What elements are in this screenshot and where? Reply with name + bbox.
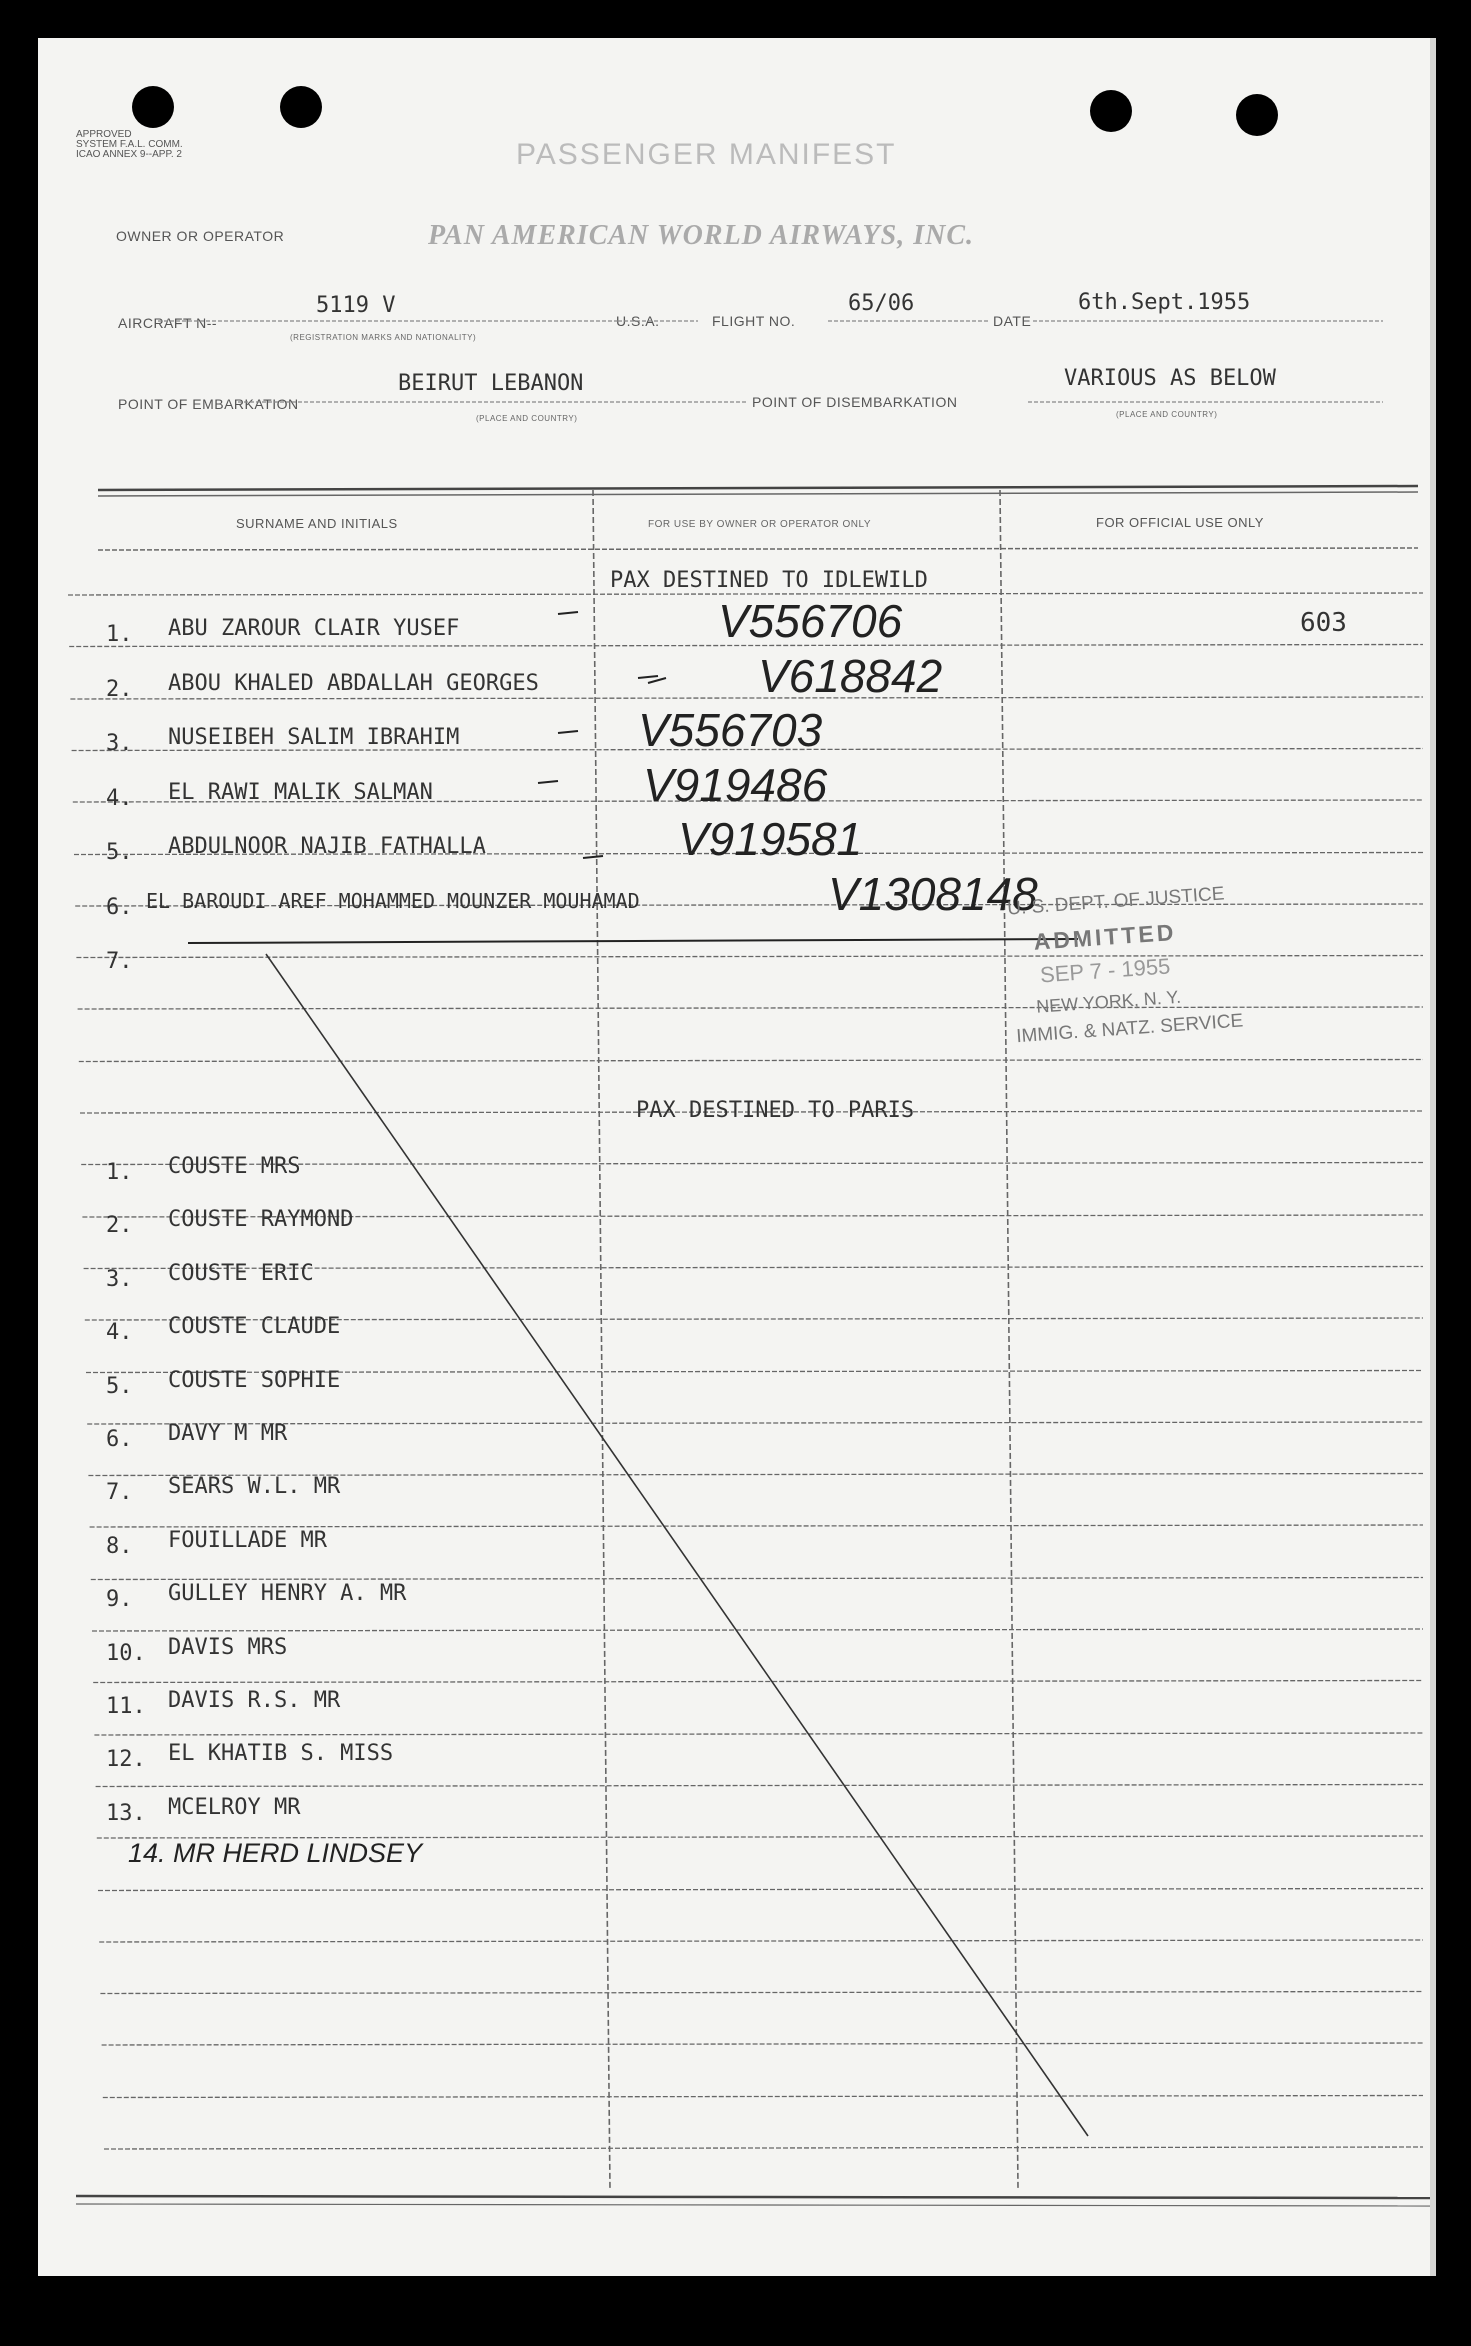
ruled-line [76,2204,1430,2206]
paris-passenger-number: 5. [106,1373,133,1399]
ruled-line [538,781,558,783]
paris-passenger-name: DAVIS R.S. MR [168,1688,341,1713]
paris-passenger-number: 8. [106,1533,133,1559]
ruled-line [558,731,578,733]
ruled-line [266,954,1088,2136]
paris-passenger-name: GULLEY HENRY A. MR [168,1581,407,1607]
ruled-line [638,676,658,678]
paris-passenger-name: FOUILLADE MR [168,1527,327,1553]
paris-passenger-name: COUSTE CLAUDE [168,1314,341,1340]
ruled-line [558,612,578,614]
paris-passenger-number: 10. [106,1640,146,1666]
passenger-number: 6. [106,894,133,920]
passenger-number: 4. [106,785,133,811]
flight-label: FLIGHT NO. [712,313,796,329]
column-header-official: FOR OFFICIAL USE ONLY [1096,515,1264,530]
flight-number: 65/06 [848,291,915,316]
passenger-name: NUSEIBEH SALIM IBRAHIM [168,725,460,750]
passenger-name: ABOU KHALED ABDALLAH GEORGES [168,670,539,696]
paris-passenger-name: COUSTE RAYMOND [168,1207,354,1233]
ruled-line [98,486,1418,490]
passenger-number: 7. [106,949,133,974]
visa-number: V556706 [718,595,903,647]
passenger-number: 1. [106,622,133,647]
visa-number: V618842 [758,649,943,702]
ruled-line [92,1629,1423,1631]
visa-number: V556703 [638,704,823,756]
ruled-line [583,856,603,858]
date-label: DATE [993,313,1032,329]
operator-name: PAN AMERICAN WORLD AIRWAYS, INC. [428,220,975,251]
ruled-line [96,1785,1423,1787]
paris-passenger-number: 2. [106,1213,133,1239]
nationality: U.S.A. [616,313,660,329]
stamp-line: U. S. DEPT. OF JUSTICE [1006,883,1226,920]
paris-passenger-name: DAVY M MR [168,1421,288,1446]
section-header-idlewild: PAX DESTINED TO IDLEWILD [610,568,928,593]
passenger-name: ABU ZAROUR CLAIR YUSEF [168,616,460,641]
embarkation-label: POINT OF EMBARKATION [118,396,299,412]
handwritten-passenger: 14. MR HERD LINDSEY [128,1838,423,1868]
ruled-line [98,548,1418,550]
ruled-line [100,1992,1423,1994]
passenger-name: EL RAWI MALIK SALMAN [168,779,433,805]
ruled-line [593,490,610,2190]
paris-passenger-number: 13. [106,1800,146,1826]
stamp-line: NEW YORK, N. Y. [1035,986,1182,1017]
ruled-line [648,678,666,683]
ruled-line [188,939,1078,943]
visa-number: V1308148 [828,867,1038,920]
column-header-owner: FOR USE BY OWNER OR OPERATOR ONLY [648,519,872,530]
approval-line: SYSTEM F.A.L. COMM. [76,139,183,150]
paris-passenger-number: 3. [106,1266,133,1292]
registration-note: (REGISTRATION MARKS AND NATIONALITY) [290,333,477,342]
passenger-number: 5. [106,840,133,865]
ruled-line [99,1940,1423,1942]
owner-label: OWNER OR OPERATOR [116,228,285,244]
passenger-number: 3. [106,731,133,756]
ruled-line [98,492,1418,496]
paris-passenger-number: 7. [106,1480,133,1506]
paris-passenger-number: 12. [106,1747,146,1773]
paris-passenger-number: 9. [106,1587,133,1613]
ruled-line [90,1525,1423,1527]
paris-passenger-name: COUSTE ERIC [168,1260,314,1286]
ruled-line [98,1889,1423,1891]
stamp-line: SEP 7 - 1955 [1039,953,1172,988]
passenger-name: EL BAROUDI AREF MOHAMMED MOUNZER MOUHAMAD [146,888,640,913]
paris-passenger-number: 4. [106,1320,133,1346]
ruled-line [1000,490,1018,2188]
ruled-line [70,697,1423,699]
stamp-line: ADMITTED [1032,918,1178,955]
ruled-line [76,2196,1430,2198]
place-note: (PLACE AND COUNTRY) [1116,410,1218,419]
paris-passenger-number: 11. [106,1694,146,1719]
flight-date: 6th.Sept.1955 [1078,290,1251,315]
place-note: (PLACE AND COUNTRY) [476,414,578,423]
ruled-line [104,2147,1423,2149]
disembarkation-value: VARIOUS AS BELOW [1064,366,1276,391]
visa-number: V919581 [678,813,863,865]
embarkation-value: BEIRUT LEBANON [398,371,584,396]
ruled-line [91,1578,1423,1580]
visa-number: V919486 [643,758,828,811]
form-title: PASSENGER MANIFEST [516,138,897,171]
passenger-name: ABDULNOOR NAJIB FATHALLA [168,834,486,859]
disembarkation-label: POINT OF DISEMBARKATION [752,394,958,410]
section-header-paris: PAX DESTINED TO PARIS [636,1098,915,1123]
ruled-line [102,2043,1423,2045]
approval-line: ICAO ANNEX 9--APP. 2 [76,149,182,160]
official-number: 603 [1300,608,1347,638]
aircraft-label: AIRCRAFT N-- [118,315,218,331]
paris-passenger-name: MCELROY MR [168,1794,301,1820]
paris-passenger-name: COUSTE SOPHIE [168,1367,341,1393]
paris-passenger-name: SEARS W.L. MR [168,1474,341,1500]
paris-passenger-number: 1. [106,1160,133,1185]
passenger-number: 2. [106,676,133,702]
ruled-line [94,1733,1423,1735]
ruled-line [87,1422,1423,1424]
paris-passenger-number: 6. [106,1427,133,1452]
ruled-line [103,2096,1423,2098]
column-header-surname: SURNAME AND INITIALS [236,516,398,531]
aircraft-number: 5119 V [316,293,396,318]
paris-passenger-name: COUSTE MRS [168,1154,301,1179]
paris-passenger-name: DAVIS MRS [168,1634,288,1660]
paris-passenger-name: EL KHATIB S. MISS [168,1741,394,1767]
admitted-stamp [1007,882,1260,1088]
manifest-sheet [38,38,1436,2276]
stamp-line: IMMIG. & NATZ. SERVICE [1015,1010,1244,1048]
ruled-line [93,1681,1423,1683]
approval-line: APPROVED [76,129,132,140]
